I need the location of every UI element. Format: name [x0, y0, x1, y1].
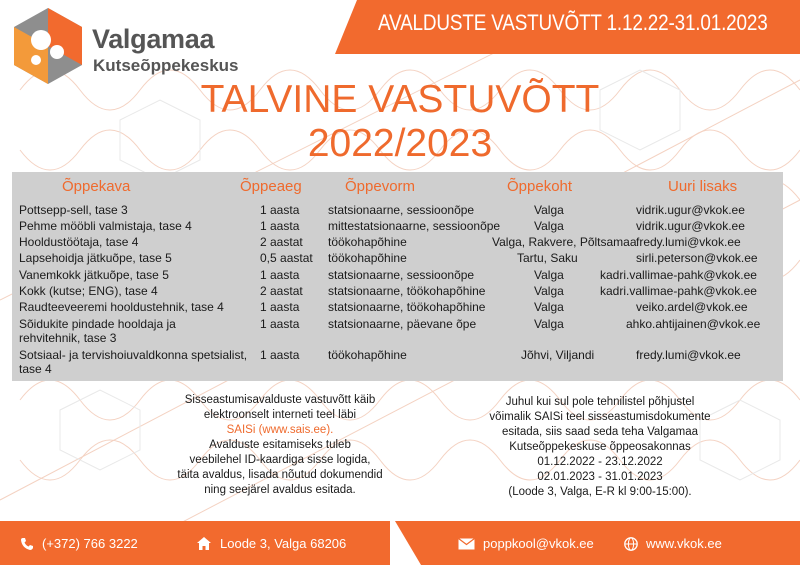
cell-program: Vanemkokk jätkuõpe, tase 5	[19, 268, 169, 282]
cell-place: Valga	[534, 219, 564, 233]
cell-duration: 0,5 aastat	[260, 251, 313, 265]
sais-link[interactable]: SAISi (www.sais.ee).	[226, 424, 334, 436]
cell-contact[interactable]: vidrik.ugur@vkok.ee	[636, 219, 745, 233]
info-line: võimalik SAISi teel sisseastumisdokumente	[489, 411, 711, 423]
cell-duration: 1 aasta	[260, 203, 300, 217]
info-line: (Loode 3, Valga, E-R kl 9:00-15:00).	[508, 486, 692, 498]
logo-subtitle: Kutseõppekeskus	[93, 56, 239, 75]
cell-form: töökohapõhine	[328, 235, 407, 249]
footer-right-bar	[395, 521, 800, 565]
cell-duration: 1 aasta	[260, 300, 300, 314]
cell-place: Valga	[534, 284, 564, 298]
header-place: Õppekoht	[507, 178, 573, 195]
info-line: elektroonselt interneti teel läbi	[203, 409, 357, 421]
header-duration: Õppeaeg	[240, 178, 302, 195]
info-line: veebilehel ID-kaardiga sisse logida,	[189, 454, 371, 466]
cell-duration: 1 aasta	[260, 268, 300, 282]
cell-contact[interactable]: fredy.lumi@vkok.ee	[636, 348, 741, 362]
cell-contact[interactable]: kadri.vallimae-pahk@vkok.ee	[600, 284, 757, 298]
cell-place: Valga	[534, 203, 564, 217]
cell-contact[interactable]: kadri.vallimae-pahk@vkok.ee	[600, 268, 757, 282]
info-line: ning seejärel avaldus esitada.	[204, 484, 356, 496]
website-text: www.vkok.ee	[646, 536, 722, 551]
cell-form: statsionaarne, sessioonõpe	[328, 268, 475, 282]
cell-form: mittestatsionaarne, sessioonõpe	[328, 219, 501, 233]
footer-email[interactable]	[458, 536, 594, 551]
cell-form: statsionaarne, töökohapõhine	[328, 300, 486, 314]
cell-form: statsionaarne, töökohapõhine	[328, 284, 486, 298]
header-contact: Uuri lisaks	[668, 178, 738, 195]
globe-icon	[624, 537, 638, 551]
cell-program: Sotsiaal- ja tervishoiuvaldkonna spetsialist, tase 4	[19, 348, 248, 376]
info-line: Juhul kui sul pole tehnilistel põhjustel	[505, 396, 695, 408]
info-line: esitada, siis saad seda teha Valgamaa	[501, 426, 699, 438]
cell-program: Pottsepp-sell, tase 3	[19, 203, 128, 217]
home-icon	[196, 536, 212, 551]
footer-website[interactable]	[624, 536, 722, 551]
cell-program: Kokk (kutse; ENG), tase 4	[19, 284, 158, 298]
cell-place: Jõhvi, Viljandi	[521, 348, 595, 362]
cell-duration: 2 aastat	[260, 235, 303, 249]
cell-place: Valga, Rakvere, Põltsamaa	[492, 235, 637, 249]
cell-contact[interactable]: fredy.lumi@vkok.ee	[636, 235, 741, 249]
banner-title: AVALDUSTE VASTUVÕTT 1.12.22-31.01.2023	[378, 10, 768, 35]
page-title-year: 2022/2023	[307, 122, 493, 165]
info-line: 01.12.2022 - 23.12.2022	[537, 456, 663, 468]
address-text: Loode 3, Valga 68206	[220, 536, 347, 551]
page-title: TALVINE VASTUVÕTT	[200, 78, 600, 121]
cell-place: Valga	[534, 317, 564, 331]
cell-contact[interactable]: vidrik.ugur@vkok.ee	[636, 203, 745, 217]
cell-form: töökohapõhine	[328, 251, 407, 265]
footer-phone[interactable]	[20, 536, 138, 551]
logo-icon	[8, 6, 88, 86]
cell-contact[interactable]: sirli.peterson@vkok.ee	[636, 251, 758, 265]
info-line: täita avaldus, lisada nõutud dokumendid	[177, 469, 383, 481]
envelope-icon	[458, 538, 475, 550]
cell-program: Sõidukite pindade hooldaja ja rehvitehnik, tase 3	[19, 317, 176, 345]
cell-contact[interactable]: veiko.ardel@vkok.ee	[636, 300, 748, 314]
info-line: Avalduste esitamiseks tuleb	[209, 439, 351, 451]
cell-duration: 2 aastat	[260, 284, 303, 298]
offline-application-info	[440, 395, 760, 500]
info-line: Kutseõppekeskuse õppeosakonnas	[509, 441, 691, 453]
cell-duration: 1 aasta	[260, 317, 300, 331]
online-application-info	[160, 393, 400, 498]
logo-name: Valgamaa	[92, 24, 215, 54]
cell-program: Hooldustöötaja, tase 4	[19, 235, 139, 249]
cell-form: statsionaarne, päevane õpe	[328, 317, 477, 331]
header-program: Õppekava	[62, 178, 131, 195]
header-form: Õppevorm	[345, 178, 416, 195]
cell-program: Lapsehoidja jätkuõpe, tase 5	[19, 251, 172, 265]
info-line: Sisseastumisavalduste vastuvõtt käib	[184, 394, 376, 406]
email-text: poppkool@vkok.ee	[483, 536, 594, 551]
info-line: 02.01.2023 - 31.01.2023	[537, 471, 663, 483]
footer-address	[196, 536, 346, 551]
cell-program: Raudteeveeremi hooldustehnik, tase 4	[19, 300, 224, 314]
cell-contact[interactable]: ahko.ahtijainen@vkok.ee	[626, 317, 761, 331]
cell-form: töökohapõhine	[328, 348, 407, 362]
cell-place: Tartu, Saku	[517, 251, 578, 265]
phone-number: (+372) 766 3222	[42, 536, 138, 551]
cell-program: Pehme mööbli valmistaja, tase 4	[19, 219, 192, 233]
cell-duration: 1 aasta	[260, 348, 300, 362]
cell-form: statsionaarne, sessioonõpe	[328, 203, 475, 217]
cell-place: Valga	[534, 300, 564, 314]
cell-place: Valga	[534, 268, 564, 282]
phone-icon	[20, 537, 34, 551]
cell-duration: 1 aasta	[260, 219, 300, 233]
